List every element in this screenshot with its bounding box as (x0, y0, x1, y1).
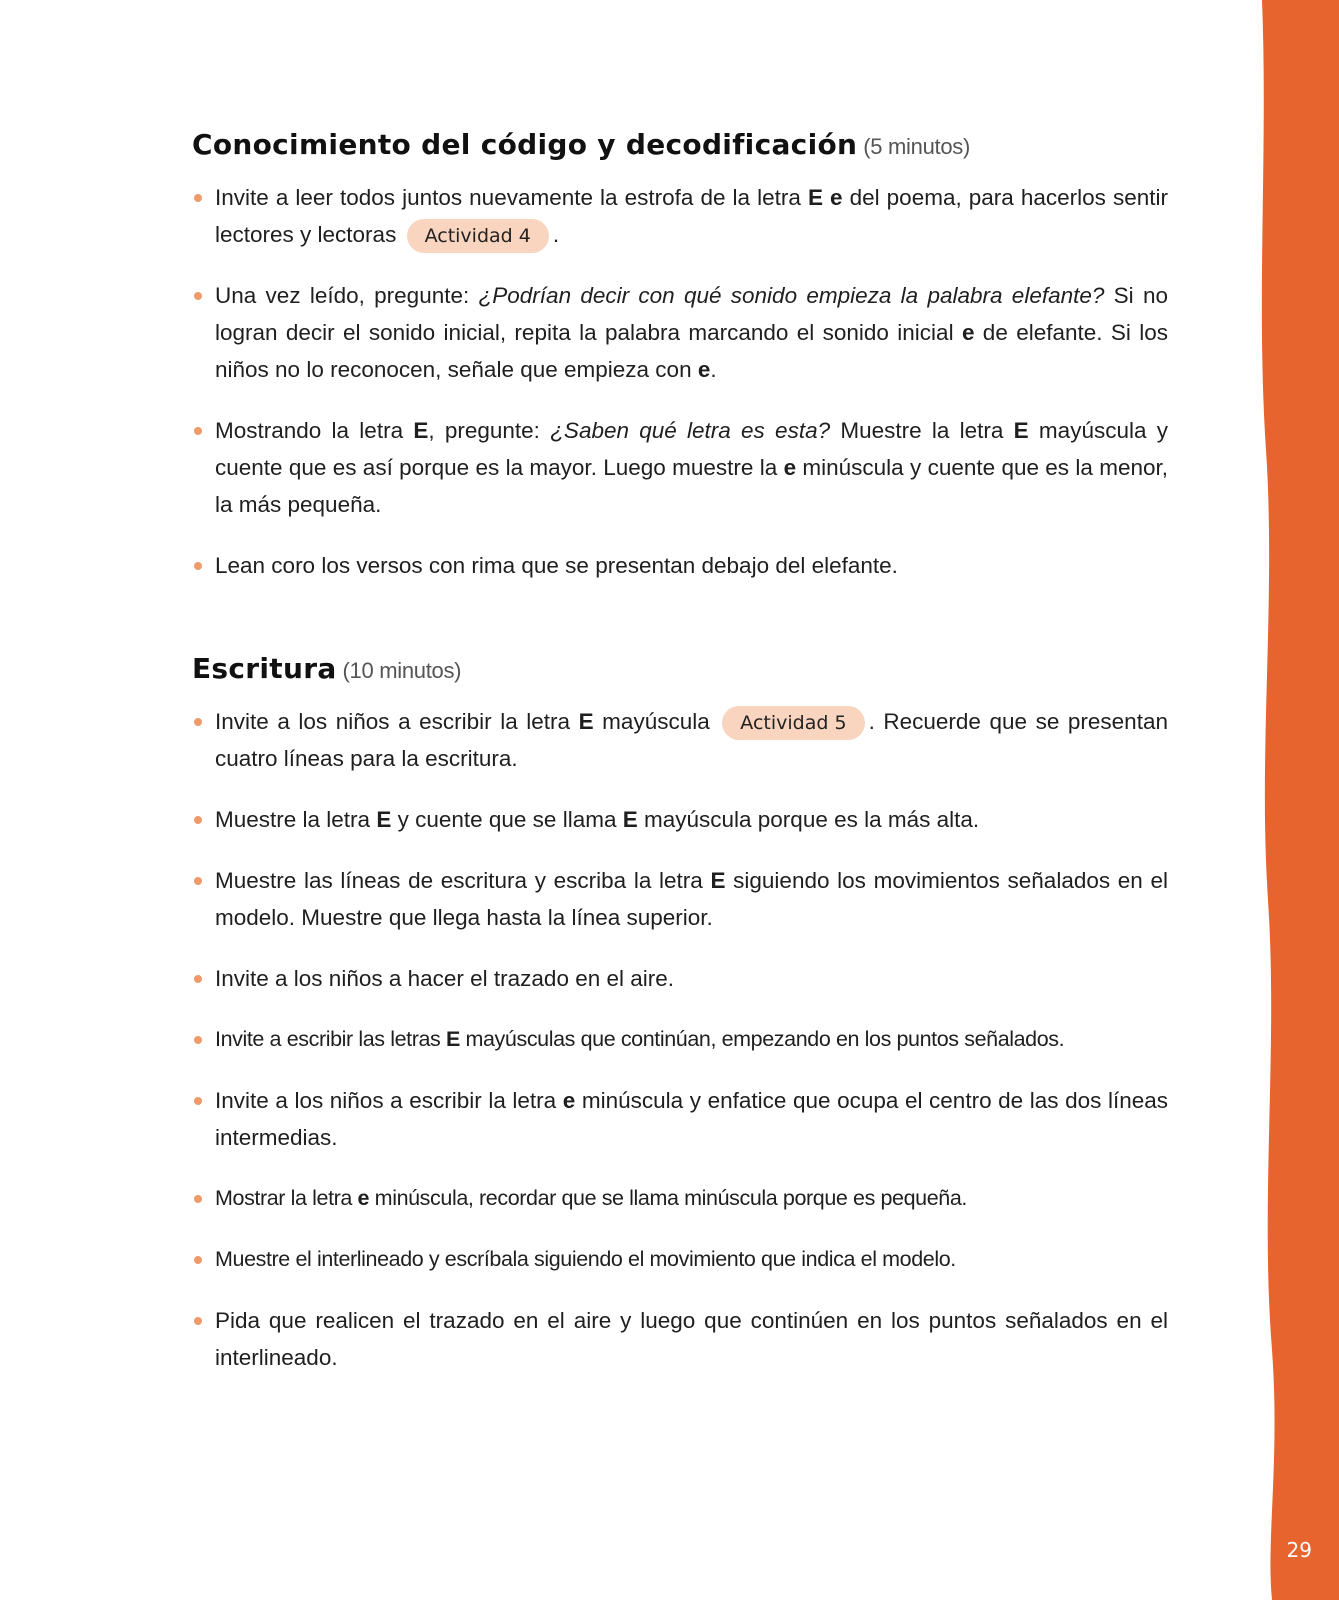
bullet-icon (194, 194, 202, 202)
italic-question: ¿Saben qué letra es esta? (550, 418, 831, 443)
list-item (192, 703, 1168, 777)
section-duration: (10 minutos) (342, 658, 462, 683)
section-title: Conocimiento del código y decodificación (192, 128, 858, 161)
bold-letter: E (376, 807, 392, 832)
text: y cuente que se llama (391, 807, 623, 832)
text: minúscula y enfatice que ocupa el centro de las dos líneas intermedias. (215, 1088, 1168, 1150)
bold-letter: E (710, 868, 726, 893)
list-item (192, 547, 1168, 584)
list-item (192, 1082, 1168, 1156)
text: Invite a los niños a hacer el trazado en el aire. (215, 966, 675, 991)
list-item (192, 1302, 1168, 1376)
text: Pida que realicen el trazado en el aire y luego que continúen en los puntos señalados en el interlineado. (215, 1308, 1168, 1370)
text: minúscula y cuente que es la menor, la más pequeña. (215, 455, 1168, 517)
text: mayúsculas que continúan, empezando en los puntos señalados. (459, 1027, 1065, 1051)
bullet-icon (194, 292, 202, 300)
activity-badge: Actividad 5 (722, 706, 864, 740)
text: minúscula, recordar que se llama minúscula porque es pequeña. (369, 1186, 967, 1210)
bold-letter: e (562, 1088, 576, 1113)
text: Muestre las líneas de escritura y escriba la letra (215, 868, 711, 893)
bullet-icon (194, 1097, 202, 1105)
content (192, 128, 1168, 1400)
list-item (192, 960, 1168, 997)
list-item (192, 179, 1168, 253)
bullet-icon (194, 427, 202, 435)
text: Muestre el interlineado y escríbala siguiendo el movimiento que indica el modelo. (215, 1247, 956, 1271)
text: , pregunte: (428, 418, 551, 443)
text: . (552, 222, 560, 247)
text: mayúscula porque es la más alta. (637, 807, 980, 832)
bullet-icon (194, 1195, 202, 1203)
text: Una vez leído, pregunte: (215, 283, 479, 308)
list-item (192, 1241, 1168, 1278)
section-heading-escritura (192, 652, 1168, 685)
section-title: Escritura (192, 652, 337, 685)
text: Invite a los niños a escribir la letra (215, 709, 579, 734)
page-number: 29 (1286, 1538, 1312, 1562)
bold-letter: e (961, 320, 975, 345)
text: Mostrar la letra (215, 1186, 358, 1210)
bold-letter: e (783, 455, 797, 480)
bold-letter: E (622, 807, 638, 832)
bullet-icon (194, 1036, 202, 1044)
bold-letter: e (357, 1186, 370, 1210)
italic-question: ¿Podrían decir con qué sonido empieza la palabra elefante? (478, 283, 1105, 308)
bullet-icon (194, 816, 202, 824)
section-gap (192, 608, 1168, 652)
list-item (192, 277, 1168, 388)
text: de elefante. Si los niños no lo reconocen, señale que empieza con (215, 320, 1168, 382)
text: . Recuerde que se presentan cuatro líneas para la escritura. (215, 709, 1168, 771)
text: Muestre la letra (830, 418, 1014, 443)
list-item (192, 412, 1168, 523)
text: . (710, 357, 717, 382)
text: Lean coro los versos con rima que se presentan debajo del elefante. (215, 553, 898, 578)
bullet-icon (194, 718, 202, 726)
list-item (192, 1180, 1168, 1217)
bold-letter: E (445, 1027, 460, 1051)
bold-letter: E (413, 418, 429, 443)
text: mayúscula (593, 709, 719, 734)
text: Mostrando la letra (215, 418, 414, 443)
list-item (192, 1021, 1168, 1058)
text: siguiendo los movimientos señalados en el modelo. Muestre que llega hasta la línea superior. (215, 868, 1168, 930)
bullet-icon (194, 1256, 202, 1264)
text: Invite a leer todos juntos nuevamente la estrofa de la letra (215, 185, 808, 210)
text: Invite a los niños a escribir la letra (215, 1088, 563, 1113)
bullet-list-escritura (192, 703, 1168, 1376)
activity-badge: Actividad 4 (407, 219, 549, 253)
bullet-icon (194, 877, 202, 885)
section-duration: (5 minutos) (863, 134, 970, 159)
bullet-icon (194, 562, 202, 570)
bold-letter: E (1013, 418, 1029, 443)
bullet-icon (194, 975, 202, 983)
bold-letter: E e (807, 185, 843, 210)
section-heading-decodificacion (192, 128, 1168, 161)
bullet-icon (194, 1317, 202, 1325)
list-item (192, 862, 1168, 936)
text: mayúscula y cuente que es así porque es la mayor. Luego muestre la (215, 418, 1168, 480)
bold-letter: E (578, 709, 594, 734)
text: del poema, para hacerlos sentir lectores y lectoras (215, 185, 1168, 247)
text: Si no logran decir el sonido inicial, repita la palabra marcando el sonido inicial (215, 283, 1168, 345)
text: Invite a escribir las letras (215, 1027, 446, 1051)
bullet-list-decodificacion (192, 179, 1168, 584)
list-item (192, 801, 1168, 838)
text: Muestre la letra (215, 807, 377, 832)
bold-letter: e (697, 357, 711, 382)
